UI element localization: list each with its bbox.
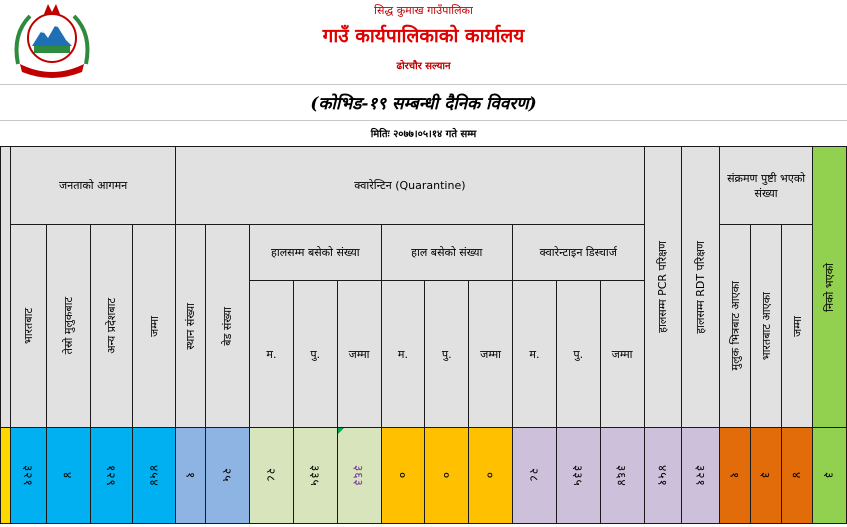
value-pcr: ४५१ bbox=[644, 428, 682, 524]
value-arrival-total: ४५४ bbox=[133, 428, 176, 524]
value-arrival-third: ४ bbox=[46, 428, 90, 524]
value-arrival-other: १२९ bbox=[90, 428, 133, 524]
now-female-header: म. bbox=[381, 281, 425, 428]
rdt-tests-header: हालसम्म RDT परिक्षण bbox=[682, 147, 720, 428]
value-now-female: ० bbox=[381, 428, 425, 524]
value-infected-total: ४ bbox=[782, 428, 813, 524]
value-disch-female: २८ bbox=[513, 428, 557, 524]
edge-cell bbox=[1, 428, 11, 524]
divider-line bbox=[0, 120, 847, 121]
value-place-count: १ bbox=[176, 428, 206, 524]
value-disch-total: ३६४ bbox=[600, 428, 644, 524]
stayed-male-header: पु. bbox=[293, 281, 337, 428]
value-bed-count: २५ bbox=[206, 428, 250, 524]
from-domestic-header: मुलुक भित्रबाट आएका bbox=[720, 225, 751, 428]
value-stayed-male: ३३५ bbox=[293, 428, 337, 524]
arrival-total-header: जम्मा bbox=[133, 225, 176, 428]
municipality-name: सिद्ध कुमाख गाउँपालिका bbox=[374, 4, 473, 17]
report-title: (कोभिड-१९ सम्बन्धी दैनिक विवरण) bbox=[310, 94, 537, 114]
infected-total-header: जम्मा bbox=[782, 225, 813, 428]
now-male-header: पु. bbox=[425, 281, 469, 428]
pcr-tests-header: हालसम्म PCR परिक्षण bbox=[644, 147, 682, 428]
disch-total-header: जम्मा bbox=[600, 281, 644, 428]
bed-count-header: बेड संख्या bbox=[206, 225, 250, 428]
office-title: गाउँ कार्यपालिकाको कार्यालय bbox=[322, 25, 525, 47]
office-location: ढोरचौर सल्यान bbox=[396, 61, 451, 72]
recovered-header: निको भएको bbox=[812, 147, 846, 428]
from-india-came-header: भारतबाट आएका bbox=[751, 225, 782, 428]
report-date: मितिः २०७७।०५।१४ गते सम्म bbox=[370, 129, 477, 140]
value-stayed-total: ३६३ bbox=[337, 428, 381, 524]
infected-confirmed-header: संक्रमण पुष्टी भएको संख्या bbox=[720, 147, 813, 225]
now-total-header: जम्मा bbox=[469, 281, 513, 428]
from-india-header: भारतबाट bbox=[10, 225, 46, 428]
value-infected-india: ३ bbox=[751, 428, 782, 524]
value-disch-male: ३३५ bbox=[556, 428, 600, 524]
people-arrival-header: जनताको आगमन bbox=[10, 147, 175, 225]
place-count-header: स्थान संख्या bbox=[176, 225, 206, 428]
value-rdt: ३२१ bbox=[682, 428, 720, 524]
stayed-so-far-header: हालसम्म बसेको संख्या bbox=[250, 225, 382, 281]
staying-now-header: हाल बसेको संख्या bbox=[381, 225, 513, 281]
disch-male-header: पु. bbox=[556, 281, 600, 428]
value-now-total: ० bbox=[469, 428, 513, 524]
value-recovered: ३ bbox=[812, 428, 846, 524]
stayed-total-header: जम्मा bbox=[337, 281, 381, 428]
value-infected-domestic: १ bbox=[720, 428, 751, 524]
edge-cell bbox=[1, 147, 11, 428]
stayed-female-header: म. bbox=[250, 281, 294, 428]
quarantine-header: क्वारेन्टिन (Quarantine) bbox=[176, 147, 644, 225]
value-stayed-female: २८ bbox=[250, 428, 294, 524]
from-third-country-header: तेस्रो मुलुकबाट bbox=[46, 225, 90, 428]
value-now-male: ० bbox=[425, 428, 469, 524]
divider-line bbox=[0, 84, 847, 85]
value-arrival-india: ३२१ bbox=[10, 428, 46, 524]
discharged-header: क्वारेन्टाइन डिस्चार्ज bbox=[513, 225, 645, 281]
covid-daily-report-table bbox=[0, 146, 847, 524]
from-other-province-header: अन्य प्रदेशबाट bbox=[90, 225, 133, 428]
disch-female-header: म. bbox=[513, 281, 557, 428]
